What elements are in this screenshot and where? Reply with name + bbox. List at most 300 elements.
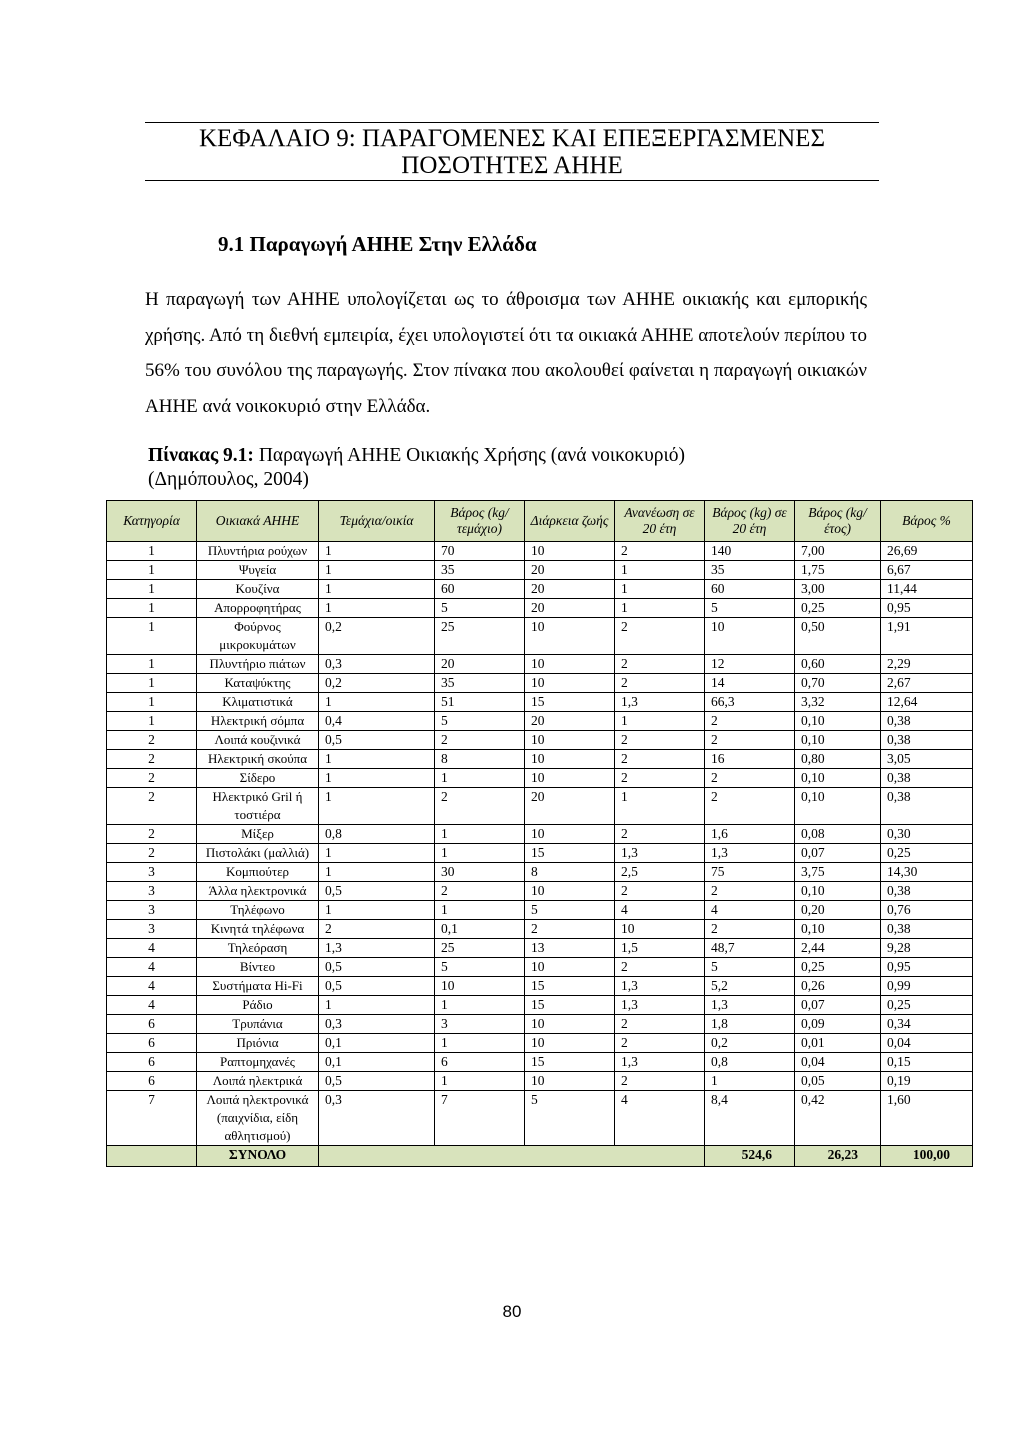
table-cell: 1	[319, 580, 435, 599]
table-cell: 6	[435, 1053, 525, 1072]
table-row	[107, 825, 973, 844]
table-cell: 0,10	[795, 712, 881, 731]
table-row	[107, 863, 973, 882]
table-cell: 0,10	[795, 769, 881, 788]
total-label: ΣΥΝΟΛΟ	[197, 1146, 319, 1167]
body-paragraph: Η παραγωγή των ΑΗΗΕ υπολογίζεται ως το άθροισμα των ΑΗΗΕ οικιακής και εμπορικής χρήσης. Από τη διεθνή εμπειρία, έχει υπολογιστεί ότι τα οικιακά ΑΗΗΕ αποτελούν περίπου το 56% του συνόλου της παραγωγής. Στον πίνακα που ακολουθεί φαίνεται η παραγωγή οικιακών ΑΗΗΕ ανά νοικοκυριό στην Ελλάδα.	[145, 289, 867, 417]
column-header: Διάρκεια ζωής	[525, 501, 615, 542]
table-cell: 1	[107, 618, 197, 655]
table-cell: 0,8	[705, 1053, 795, 1072]
table-cell: 0,10	[795, 882, 881, 901]
table-cell: Λοιπά ηλεκτρονικά (παιχνίδια, είδη αθλητισμού)	[197, 1091, 319, 1146]
table-cell: 0,38	[881, 731, 973, 750]
table-cell: Λοιπά κουζινικά	[197, 731, 319, 750]
table-cell: 1	[435, 825, 525, 844]
table-cell: 2	[615, 750, 705, 769]
table-cell: 14,30	[881, 863, 973, 882]
table-cell: 0,25	[881, 996, 973, 1015]
table-row	[107, 1034, 973, 1053]
table-row	[107, 844, 973, 863]
table-cell: 0,5	[319, 1072, 435, 1091]
table-cell: 10	[525, 958, 615, 977]
table-cell: 5	[435, 958, 525, 977]
table-row	[107, 750, 973, 769]
table-cell: Πλυντήριο πιάτων	[197, 655, 319, 674]
table-cell: 4	[107, 958, 197, 977]
table-cell: 1,5	[615, 939, 705, 958]
table-cell: 2	[107, 844, 197, 863]
table-cell: Βίντεο	[197, 958, 319, 977]
table-cell: 3	[107, 882, 197, 901]
table-cell: 0,09	[795, 1015, 881, 1034]
table-cell: Κουζίνα	[197, 580, 319, 599]
table-cell: Συστήματα Hi-Fi	[197, 977, 319, 996]
table-cell: Κινητά τηλέφωνα	[197, 920, 319, 939]
table-cell: 2	[615, 1034, 705, 1053]
table-cell: 0,3	[319, 655, 435, 674]
table-row	[107, 655, 973, 674]
table-row	[107, 901, 973, 920]
table-cell: 15	[525, 693, 615, 712]
table-cell: 1	[319, 901, 435, 920]
table-cell: Τηλέφωνο	[197, 901, 319, 920]
table-cell: 0,38	[881, 769, 973, 788]
table-cell: 1	[107, 712, 197, 731]
table-cell: 20	[525, 712, 615, 731]
table-cell: 6,67	[881, 561, 973, 580]
table-row	[107, 882, 973, 901]
table-cell: 3	[107, 901, 197, 920]
table-cell: 2	[615, 618, 705, 655]
table-cell: 2	[107, 769, 197, 788]
table-cell: 0,07	[795, 996, 881, 1015]
table-cell: Τρυπάνια	[197, 1015, 319, 1034]
table-cell: 3	[107, 863, 197, 882]
table-cell: 1	[319, 996, 435, 1015]
table-cell: 0,04	[795, 1053, 881, 1072]
table-cell: 16	[705, 750, 795, 769]
table-cell: 1,8	[705, 1015, 795, 1034]
table-row	[107, 996, 973, 1015]
table-cell: 75	[705, 863, 795, 882]
table-cell: Πλυντήρια ρούχων	[197, 542, 319, 561]
table-cell: 10	[705, 618, 795, 655]
table-cell: 0,1	[319, 1034, 435, 1053]
table-cell: 0,25	[881, 844, 973, 863]
table-cell: 6	[107, 1034, 197, 1053]
table-cell: 1	[319, 599, 435, 618]
total-empty	[107, 1146, 197, 1167]
table-cell: 1	[319, 693, 435, 712]
table-cell: 2	[705, 712, 795, 731]
table-cell: 1	[435, 1072, 525, 1091]
table-body	[107, 542, 973, 1167]
table-cell: 13	[525, 939, 615, 958]
table-cell: Ηλεκτρική σκούπα	[197, 750, 319, 769]
table-cell: 0,01	[795, 1034, 881, 1053]
table-cell: 11,44	[881, 580, 973, 599]
table-row	[107, 920, 973, 939]
table-cell: 1	[107, 693, 197, 712]
table-cell: 5	[525, 901, 615, 920]
section-title: 9.1 Παραγωγή ΑΗΗΕ Στην Ελλάδα	[218, 232, 537, 256]
table-cell: Μίξερ	[197, 825, 319, 844]
table-cell: 0,10	[795, 788, 881, 825]
table-cell: 0,20	[795, 901, 881, 920]
table-cell: 15	[525, 977, 615, 996]
table-cell: 35	[435, 674, 525, 693]
chapter-heading	[145, 122, 879, 181]
table-cell: 0,99	[881, 977, 973, 996]
table-cell: 140	[705, 542, 795, 561]
weee-production-table	[106, 500, 973, 1167]
table-row	[107, 977, 973, 996]
table-cell: 10	[525, 825, 615, 844]
table-cell: 1	[319, 750, 435, 769]
table-cell: 1	[319, 561, 435, 580]
table-cell: 3,75	[795, 863, 881, 882]
table-cell: 5	[705, 599, 795, 618]
table-cell: 0,5	[319, 882, 435, 901]
table-cell: 20	[435, 655, 525, 674]
table-row	[107, 580, 973, 599]
column-header: Βάρος (kg/τεμάχιο)	[435, 501, 525, 542]
table-cell: 0,38	[881, 712, 973, 731]
table-cell: 2	[615, 958, 705, 977]
column-header: Κατηγορία	[107, 501, 197, 542]
table-row	[107, 674, 973, 693]
table-cell: 0,42	[795, 1091, 881, 1146]
table-cell: 2	[615, 674, 705, 693]
table-cell: Σίδερο	[197, 769, 319, 788]
table-cell: 0,80	[795, 750, 881, 769]
table-cell: 0,05	[795, 1072, 881, 1091]
table-cell: 2	[705, 731, 795, 750]
table-cell: 10	[525, 674, 615, 693]
table-cell: Ψυγεία	[197, 561, 319, 580]
table-cell: 0,38	[881, 788, 973, 825]
table-cell: 2	[615, 882, 705, 901]
table-total-row	[107, 1146, 973, 1167]
table-cell: 2	[615, 731, 705, 750]
table-cell: 0,5	[319, 958, 435, 977]
table-cell: 2	[107, 788, 197, 825]
table-cell: 1	[107, 599, 197, 618]
column-header: Ανανέωση σε 20 έτη	[615, 501, 705, 542]
table-cell: 0,60	[795, 655, 881, 674]
table-caption-source: (Δημόπουλος, 2004)	[148, 469, 309, 490]
table-cell: 2,67	[881, 674, 973, 693]
table-cell: 1,3	[319, 939, 435, 958]
column-header: Τεμάχια/οικία	[319, 501, 435, 542]
table-cell: 0,76	[881, 901, 973, 920]
table-row	[107, 542, 973, 561]
table-cell: 2	[705, 882, 795, 901]
table-cell: 1	[615, 599, 705, 618]
table-row	[107, 731, 973, 750]
table-cell: 66,3	[705, 693, 795, 712]
table-cell: 3,05	[881, 750, 973, 769]
table-cell: Κομπιούτερ	[197, 863, 319, 882]
table-cell: 2,29	[881, 655, 973, 674]
table-cell: Κλιματιστικά	[197, 693, 319, 712]
table-cell: 10	[525, 1072, 615, 1091]
table-cell: 30	[435, 863, 525, 882]
table-row	[107, 1015, 973, 1034]
page-number: 80	[502, 1302, 522, 1321]
column-header: Βάρος (kg) σε 20 έτη	[705, 501, 795, 542]
table-cell: 1	[319, 542, 435, 561]
table-cell: 10	[525, 882, 615, 901]
table-cell: 0,5	[319, 977, 435, 996]
table-cell: Λοιπά ηλεκτρικά	[197, 1072, 319, 1091]
table-cell: 25	[435, 618, 525, 655]
table-cell: 1	[319, 769, 435, 788]
table-cell: 0,2	[319, 674, 435, 693]
chapter-heading-line1: ΚΕΦΑΛΑΙΟ 9: ΠΑΡΑΓΟΜΕΝΕΣ ΚΑΙ ΕΠΕΞΕΡΓΑΣΜΕΝΕΣ	[199, 125, 825, 152]
table-cell: 2	[615, 825, 705, 844]
table-cell: 0,50	[795, 618, 881, 655]
table-cell: 1	[705, 1072, 795, 1091]
chapter-heading-line2: ΠΟΣΟΤΗΤΕΣ ΑΗΗΕ	[401, 152, 623, 179]
table-cell: 0,25	[795, 958, 881, 977]
table-cell: Πριόνια	[197, 1034, 319, 1053]
table-cell: 0,15	[881, 1053, 973, 1072]
table-cell: 0,1	[319, 1053, 435, 1072]
table-cell: 51	[435, 693, 525, 712]
table-cell: Ράδιο	[197, 996, 319, 1015]
table-cell: 1	[435, 844, 525, 863]
table-cell: 2	[615, 655, 705, 674]
table-cell: 70	[435, 542, 525, 561]
table-cell: 1	[435, 1034, 525, 1053]
table-cell: 2	[107, 750, 197, 769]
table-cell: 0,4	[319, 712, 435, 731]
table-cell: 1	[435, 901, 525, 920]
table-cell: 1,3	[615, 1053, 705, 1072]
table-cell: 10	[525, 731, 615, 750]
table-row	[107, 693, 973, 712]
table-cell: 0,07	[795, 844, 881, 863]
table-cell: 4	[107, 977, 197, 996]
table-cell: 10	[615, 920, 705, 939]
table-cell: Τηλεόραση	[197, 939, 319, 958]
table-row	[107, 599, 973, 618]
table-caption	[148, 444, 685, 492]
table-cell: 5	[435, 712, 525, 731]
table-cell: 8	[435, 750, 525, 769]
table-cell: 1	[435, 769, 525, 788]
table-cell: 0,34	[881, 1015, 973, 1034]
table-cell: 0,95	[881, 599, 973, 618]
table-cell: 1	[319, 844, 435, 863]
table-cell: 6	[107, 1072, 197, 1091]
table-cell: Ηλεκτρικό Gril ή τοστιέρα	[197, 788, 319, 825]
table-cell: 2	[615, 1015, 705, 1034]
table-cell: 3,00	[795, 580, 881, 599]
table-row	[107, 958, 973, 977]
table-cell: 15	[525, 1053, 615, 1072]
table-cell: 1,3	[615, 844, 705, 863]
total-kg-20-years: 524,6	[705, 1146, 795, 1167]
table-cell: 3,32	[795, 693, 881, 712]
table-cell: 3	[435, 1015, 525, 1034]
table-cell: 60	[435, 580, 525, 599]
table-cell: 0,30	[881, 825, 973, 844]
table-cell: 10	[525, 618, 615, 655]
table-cell: 1,6	[705, 825, 795, 844]
table-caption-text: Παραγωγή ΑΗΗΕ Οικιακής Χρήσης (ανά νοικοκυριό)	[253, 445, 685, 466]
table-cell: Απορροφητήρας	[197, 599, 319, 618]
table-cell: 2	[705, 920, 795, 939]
table-cell: 1,3	[705, 996, 795, 1015]
total-kg-per-year: 26,23	[795, 1146, 881, 1167]
table-row	[107, 1091, 973, 1146]
table-cell: 20	[525, 599, 615, 618]
table-cell: 20	[525, 561, 615, 580]
table-cell: 2	[319, 920, 435, 939]
table-cell: 2	[435, 731, 525, 750]
table-cell: 12,64	[881, 693, 973, 712]
table-cell: 4	[107, 939, 197, 958]
table-cell: 0,70	[795, 674, 881, 693]
table-cell: 35	[705, 561, 795, 580]
table-cell: 10	[525, 1034, 615, 1053]
table-cell: 60	[705, 580, 795, 599]
table-row	[107, 712, 973, 731]
table-cell: 0,19	[881, 1072, 973, 1091]
column-header: Βάρος (kg/έτος)	[795, 501, 881, 542]
table-row	[107, 1072, 973, 1091]
table-cell: 1	[107, 561, 197, 580]
table-cell: 1,3	[705, 844, 795, 863]
table-cell: 2,5	[615, 863, 705, 882]
table-cell: 35	[435, 561, 525, 580]
table-cell: 0,08	[795, 825, 881, 844]
table-cell: 5	[525, 1091, 615, 1146]
table-row	[107, 939, 973, 958]
table-cell: 5	[705, 958, 795, 977]
table-cell: 0,3	[319, 1015, 435, 1034]
table-cell: 10	[525, 1015, 615, 1034]
table-cell: 1	[107, 580, 197, 599]
table-row	[107, 618, 973, 655]
table-cell: 1,3	[615, 693, 705, 712]
table-cell: 4	[615, 901, 705, 920]
table-cell: 26,69	[881, 542, 973, 561]
table-cell: 6	[107, 1053, 197, 1072]
table-cell: 1	[435, 996, 525, 1015]
table-cell: 0,10	[795, 731, 881, 750]
table-cell: 0,26	[795, 977, 881, 996]
table-cell: 2	[435, 788, 525, 825]
table-cell: 2	[107, 731, 197, 750]
table-cell: 48,7	[705, 939, 795, 958]
total-empty	[319, 1146, 705, 1167]
column-header: Βάρος %	[881, 501, 973, 542]
table-cell: 10	[525, 750, 615, 769]
table-cell: 0,10	[795, 920, 881, 939]
table-cell: 25	[435, 939, 525, 958]
column-header: Οικιακά ΑΗΗΕ	[197, 501, 319, 542]
table-cell: 2	[435, 882, 525, 901]
table-cell: 2	[525, 920, 615, 939]
table-cell: 5	[435, 599, 525, 618]
table-cell: 4	[107, 996, 197, 1015]
table-cell: 1	[107, 674, 197, 693]
table-cell: 15	[525, 996, 615, 1015]
table-cell: 5,2	[705, 977, 795, 996]
table-cell: 0,04	[881, 1034, 973, 1053]
table-cell: 0,8	[319, 825, 435, 844]
table-cell: 7	[435, 1091, 525, 1146]
table-header-row	[107, 501, 973, 542]
table-cell: 6	[107, 1015, 197, 1034]
table-cell: 1	[319, 788, 435, 825]
table-cell: 2	[615, 542, 705, 561]
table-row	[107, 788, 973, 825]
table-cell: 8	[525, 863, 615, 882]
table-cell: 4	[615, 1091, 705, 1146]
table-cell: 1	[107, 542, 197, 561]
table-cell: 20	[525, 788, 615, 825]
table-caption-label: Πίνακας 9.1:	[148, 445, 254, 466]
table-cell: 3	[107, 920, 197, 939]
table-cell: 1	[615, 712, 705, 731]
table-cell: Ηλεκτρική σόμπα	[197, 712, 319, 731]
table-cell: 1,3	[615, 977, 705, 996]
table-cell: 0,2	[705, 1034, 795, 1053]
table-cell: 1,75	[795, 561, 881, 580]
table-cell: 12	[705, 655, 795, 674]
table-cell: Φούρνος μικροκυμάτων	[197, 618, 319, 655]
table-cell: 15	[525, 844, 615, 863]
table-cell: 10	[435, 977, 525, 996]
table-cell: 20	[525, 580, 615, 599]
table-row	[107, 769, 973, 788]
table-cell: 10	[525, 542, 615, 561]
table-cell: 8,4	[705, 1091, 795, 1146]
table-cell: 2,44	[795, 939, 881, 958]
table-cell: 2	[615, 769, 705, 788]
table-cell: Ραπτομηχανές	[197, 1053, 319, 1072]
table-row	[107, 1053, 973, 1072]
table-cell: 14	[705, 674, 795, 693]
table-cell: 2	[107, 825, 197, 844]
table-cell: 2	[615, 1072, 705, 1091]
table-cell: 9,28	[881, 939, 973, 958]
table-cell: 1,60	[881, 1091, 973, 1146]
total-percent: 100,00	[881, 1146, 973, 1167]
table-cell: Άλλα ηλεκτρονικά	[197, 882, 319, 901]
table-cell: 7,00	[795, 542, 881, 561]
table-cell: 1	[615, 580, 705, 599]
table-cell: 0,38	[881, 882, 973, 901]
table-cell: 7	[107, 1091, 197, 1146]
table-cell: 0,2	[319, 618, 435, 655]
table-cell: 1	[615, 561, 705, 580]
table-cell: 1,3	[615, 996, 705, 1015]
table-cell: 0,25	[795, 599, 881, 618]
table-cell: 0,95	[881, 958, 973, 977]
table-cell: 0,38	[881, 920, 973, 939]
table-cell: Πιστολάκι (μαλλιά)	[197, 844, 319, 863]
table-cell: 2	[705, 769, 795, 788]
table-cell: 0,5	[319, 731, 435, 750]
table-cell: 1	[107, 655, 197, 674]
table-cell: 10	[525, 655, 615, 674]
table-cell: 1	[319, 863, 435, 882]
